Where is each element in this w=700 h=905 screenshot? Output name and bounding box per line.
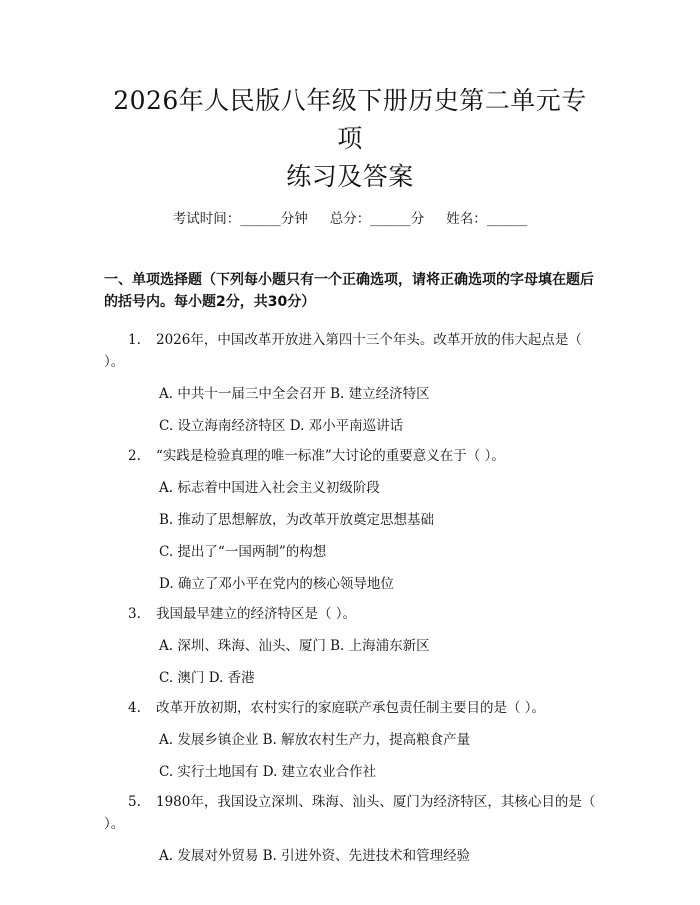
question-number: 1. xyxy=(128,332,141,348)
exam-meta xyxy=(104,209,596,229)
question-text: 我国最早建立的经济特区是（ ）。 xyxy=(156,606,357,622)
question-text: “实践是检验真理的唯一标准”大讨论的重要意义在于（ ）。 xyxy=(156,448,505,464)
question-2-option-line: B. 推动了思想解放，为改革开放奠定思想基础 xyxy=(159,512,435,528)
question-5 xyxy=(104,791,596,835)
question-1-option-line: A. 中共十一届三中全会召开 B. 建立经济特区 xyxy=(159,386,430,402)
section-heading: 一、单项选择题（下列每小题只有一个正确选项，请将正确选项的字母填在题后的括号内。每小题2分，共30分） xyxy=(104,272,594,310)
question-2-option-line: C. 提出了“一国两制”的构想 xyxy=(159,544,327,560)
question-number: 5. xyxy=(128,794,141,810)
exam-time: 考试时间：______分钟 xyxy=(172,211,308,227)
question-text: 1980年，我国设立深圳、珠海、汕头、厦门为经济特区，其核心目的是（ ）。 xyxy=(104,794,596,832)
question-5-option-line: A. 发展对外贸易 B. 引进外资、先进技术和管理经验 xyxy=(159,848,471,864)
question-1 xyxy=(104,329,596,373)
exam-score: 总分：______分 xyxy=(329,211,425,227)
question-4 xyxy=(104,697,596,719)
question-number: 2. xyxy=(128,448,141,464)
question-number: 3. xyxy=(128,606,141,622)
exam-name: 姓名：______ xyxy=(446,211,528,227)
question-4-option-line: A. 发展乡镇企业 B. 解放农村生产力，提高粮食产量 xyxy=(159,732,471,748)
question-text: 2026年，中国改革开放进入第四十三个年头。改革开放的伟大起点是（ ）。 xyxy=(104,332,582,370)
question-4-option-line: C. 实行土地国有 D. 建立农业合作社 xyxy=(159,764,377,780)
question-1-option-line: C. 设立海南经济特区 D. 邓小平南巡讲话 xyxy=(159,418,404,434)
question-3-option-line: C. 澳门 D. 香港 xyxy=(159,670,255,686)
question-text: 改革开放初期，农村实行的家庭联产承包责任制主要目的是（ ）。 xyxy=(156,700,546,716)
question-2-option-line: A. 标志着中国进入社会主义初级阶段 xyxy=(159,480,380,496)
question-2 xyxy=(104,445,596,467)
question-2-option-line: D. 确立了邓小平在党内的核心领导地位 xyxy=(159,576,394,592)
question-3-option-line: A. 深圳、珠海、汕头、厦门 B. 上海浦东新区 xyxy=(159,638,430,654)
title-line-2: 练习及答案 xyxy=(286,162,414,191)
question-number: 4. xyxy=(128,700,141,716)
doc-title xyxy=(104,0,596,196)
title-line-1: 2026年人民版八年级下册历史第二单元专项 xyxy=(113,86,587,153)
question-3 xyxy=(104,603,596,625)
